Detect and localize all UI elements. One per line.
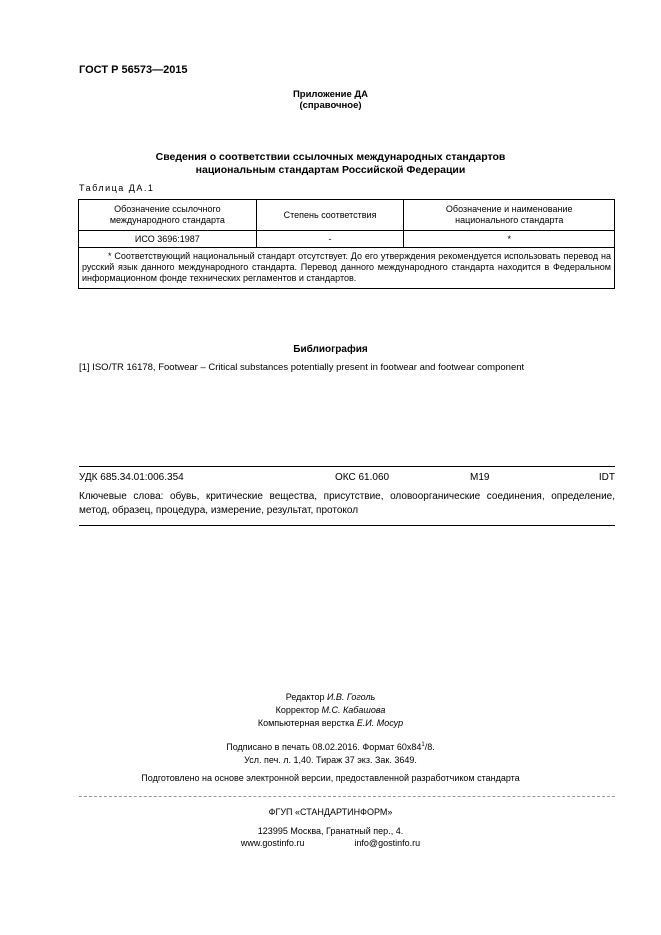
bibliography-title: Библиография	[293, 344, 368, 355]
layout-line	[0, 718, 661, 728]
header-cell-national	[404, 200, 615, 231]
publisher-address: 123995 Москва, Гранатный пер., 4.	[257, 826, 404, 836]
email-link[interactable]: info@gostinfo.ru	[354, 838, 421, 848]
prepared-note: Подготовлено на основе электронной версии, предоставленной разработчиком стандарта	[141, 773, 520, 783]
table-row	[79, 231, 615, 248]
website-link[interactable]: www.gostinfo.ru	[240, 838, 305, 848]
header-cell-degree	[256, 200, 404, 231]
section-title-line2: национальным стандартам Российской Федерации	[195, 164, 466, 176]
header-cell-reference	[79, 200, 257, 231]
layout-label: Компьютерная верстка	[257, 718, 355, 728]
proofreader-line	[0, 705, 661, 715]
correspondence-table	[78, 199, 615, 289]
format-info	[362, 742, 434, 752]
header-text: международного стандарта	[109, 215, 225, 225]
header-text: Степень соответствия	[283, 209, 377, 220]
annex-subtitle: (справочное)	[299, 100, 362, 111]
dashed-divider	[79, 796, 615, 797]
publisher-contacts	[0, 838, 661, 848]
signed-text: Подписано в печать 08.02.2016.	[226, 742, 360, 752]
classification-code: М19	[470, 472, 490, 483]
table-header-row	[79, 200, 615, 231]
table-label: Таблица ДА.1	[79, 183, 155, 193]
header-text: Обозначение ссылочного	[114, 204, 221, 214]
degree-code: IDT	[598, 472, 615, 483]
signed-line	[0, 742, 661, 752]
bibliography-item: [1] ISO/TR 16178, Footwear – Critical substances potentially present in footwear and footwear component	[79, 362, 525, 373]
table-note-row	[79, 248, 615, 289]
print-info: Усл. печ. л. 1,40. Тираж 37 экз. Зак. 3649.	[244, 755, 417, 765]
editor-label: Редактор	[285, 692, 325, 702]
udk-code: УДК 685.34.01:006.354	[79, 472, 184, 483]
annex-title: Приложение ДА	[292, 89, 369, 100]
divider-bottom	[79, 525, 615, 526]
header-text: национального стандарта	[455, 215, 564, 225]
editor-line	[0, 692, 661, 702]
publisher-name: ФГУП «СТАНДАРТИНФОРМ»	[268, 807, 393, 817]
editor-name: И.В. Гоголь	[326, 692, 376, 702]
oks-code: ОКС 61.060	[335, 472, 390, 483]
table-note-text: * Соответствующий национальный стандарт отсутствует. До его утверждения рекомендуется использовать перевод на русский язык данного международного стандарта. Перевод данного международного стандарта находится в Федеральном информационном фонде технических регламентов и стандартов.	[82, 251, 611, 283]
section-title-line1: Сведения о соответствии ссылочных международных стандартов	[155, 151, 506, 163]
proofreader-name: М.С. Кабашова	[321, 705, 386, 715]
format-text: Формат 60x84	[362, 742, 422, 752]
header-text: Обозначение и наименование	[445, 204, 573, 214]
format-sup: 1	[421, 742, 425, 748]
format-tail: /8.	[424, 742, 435, 752]
section-title	[0, 151, 661, 177]
divider-top	[79, 466, 615, 467]
table-cell: *	[404, 231, 615, 248]
standard-code: ГОСТ Р 56573—2015	[79, 64, 188, 76]
keywords: Ключевые слова: обувь, критические вещества, присутствие, оловоорганические соединения, определение, метод, образец, процедура, измерение, результат, протокол	[79, 491, 615, 516]
layout-name: Е.И. Мосур	[356, 718, 404, 728]
table-note	[79, 248, 615, 289]
table-cell: -	[256, 231, 404, 248]
table-cell: ИСО 3696:1987	[79, 231, 257, 248]
proofreader-label: Корректор	[275, 705, 319, 715]
